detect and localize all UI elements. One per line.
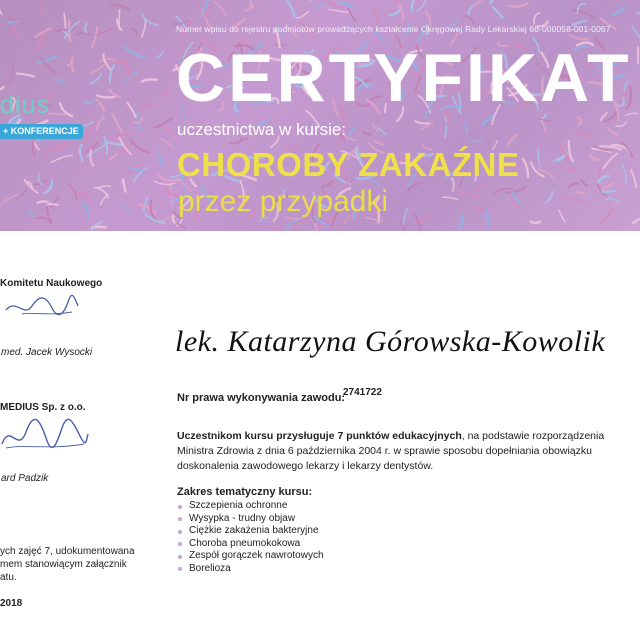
bacterium-squiggle: [131, 140, 148, 152]
bacterium-squiggle: [608, 128, 618, 135]
bacterium-squiggle: [0, 0, 2, 14]
ceo-name: ard Padzik: [1, 473, 49, 484]
medius-logo: dius: [0, 91, 50, 119]
bacterium-squiggle: [632, 25, 640, 41]
bacterium-squiggle: [16, 190, 26, 199]
bacterium-squiggle: [111, 134, 131, 139]
bacterium-squiggle: [329, 10, 349, 13]
bacterium-squiggle: [631, 170, 636, 187]
bacterium-squiggle: [400, 5, 404, 22]
bacterium-squiggle: [469, 6, 473, 14]
certificate-title: CERTYFIKAT: [176, 40, 632, 116]
bacterium-squiggle: [443, 197, 458, 199]
recipient-name: lek. Katarzyna Górowska-Kowolik: [175, 325, 606, 358]
scope-item: Ciężkie zakażenia bakteryjne: [177, 525, 324, 538]
bacterium-squiggle: [270, 227, 286, 231]
bacterium-squiggle: [297, 12, 308, 18]
bacterium-squiggle: [103, 54, 110, 70]
bacterium-squiggle: [96, 100, 103, 111]
bacterium-squiggle: [86, 126, 92, 139]
scope-title: Zakres tematyczny kursu:: [177, 486, 313, 498]
bacterium-squiggle: [578, 117, 581, 125]
course-title-line1: CHOROBY ZAKAŹNE: [177, 146, 520, 183]
bacterium-squiggle: [378, 128, 386, 135]
bacterium-squiggle: [45, 146, 58, 155]
registry-note: Numer wpisu do rejestru podmiotów prowadzących kształcenie Okręgowej Rady Lekarskiej 68-000058-001-0067: [176, 24, 611, 34]
bacterium-squiggle: [142, 20, 146, 37]
bacterium-squiggle: [214, 2, 225, 14]
bacterium-squiggle: [159, 155, 163, 166]
bacterium-squiggle: [38, 56, 57, 62]
committee-signature: [2, 288, 82, 324]
bacterium-squiggle: [569, 35, 587, 39]
certificate-banner: [0, 0, 640, 231]
bacterium-squiggle: [132, 28, 137, 36]
bacterium-squiggle: [164, 126, 175, 135]
bacterium-squiggle: [17, 73, 34, 76]
bacterium-squiggle: [606, 199, 617, 202]
bacterium-squiggle: [77, 33, 91, 36]
bacterium-squiggle: [362, 132, 370, 135]
ceo-signature: [0, 414, 90, 458]
bacterium-squiggle: [91, 65, 104, 74]
bacterium-squiggle: [523, 159, 528, 177]
bacterium-squiggle: [390, 10, 400, 15]
issue-year: 2018: [0, 598, 23, 609]
bacterium-squiggle: [97, 95, 115, 97]
bacterium-squiggle: [633, 219, 640, 223]
bacterium-squiggle: [546, 191, 553, 203]
bacterium-squiggle: [538, 149, 540, 166]
bacterium-squiggle: [57, 80, 65, 85]
bacterium-squiggle: [10, 63, 14, 83]
bacterium-squiggle: [492, 7, 502, 18]
note-line-1: ych zajęć 7, udokumentowana: [0, 546, 135, 557]
bacterium-squiggle: [616, 122, 626, 126]
points-bold: Uczestnikom kursu przysługuje 7 punktów edukacyjnych: [177, 430, 462, 442]
bacterium-squiggle: [566, 198, 587, 205]
bacterium-squiggle: [530, 222, 540, 223]
bacterium-squiggle: [64, 14, 66, 29]
bacterium-squiggle: [464, 123, 467, 134]
bacterium-squiggle: [156, 51, 163, 58]
bacterium-squiggle: [49, 114, 65, 115]
bacterium-squiggle: [602, 191, 614, 192]
bacterium-squiggle: [581, 180, 587, 186]
bacterium-squiggle: [590, 155, 598, 160]
license-number: 2741722: [343, 387, 382, 398]
bacterium-squiggle: [288, 1, 295, 17]
bacterium-squiggle: [403, 208, 407, 226]
bacterium-squiggle: [125, 47, 144, 58]
bacterium-squiggle: [412, 1, 414, 11]
konferencje-badge: + KONFERENCJE: [0, 124, 83, 139]
bacterium-squiggle: [66, 183, 76, 199]
bacterium-squiggle: [491, 0, 501, 3]
bacterium-squiggle: [475, 186, 488, 191]
bacterium-squiggle: [578, 130, 592, 136]
points-statement: [177, 429, 637, 474]
bacterium-squiggle: [486, 211, 488, 230]
bacterium-squiggle: [508, 135, 516, 144]
bacterium-squiggle: [140, 103, 151, 109]
bacterium-squiggle: [602, 210, 613, 223]
bacterium-squiggle: [576, 192, 584, 194]
bacterium-squiggle: [348, 8, 356, 22]
bacterium-squiggle: [559, 210, 565, 222]
license-label: Nr prawa wykonywania zawodu:: [177, 392, 346, 404]
bacterium-squiggle: [372, 9, 377, 22]
bacterium-squiggle: [475, 207, 482, 210]
scope-item: Zespół gorączek nawrotowych: [177, 550, 324, 563]
bacterium-squiggle: [80, 145, 83, 161]
bacterium-squiggle: [44, 180, 52, 193]
bacterium-squiggle: [415, 121, 429, 123]
bacterium-squiggle: [72, 63, 74, 71]
bacterium-squiggle: [162, 139, 174, 149]
bacterium-squiggle: [101, 194, 108, 205]
bacterium-squiggle: [128, 103, 136, 117]
bacterium-squiggle: [569, 141, 573, 161]
bacterium-squiggle: [511, 199, 520, 210]
note-line-2: mem stanowiącym załącznik: [0, 559, 127, 570]
bacterium-squiggle: [509, 3, 528, 6]
bacterium-squiggle: [144, 199, 148, 210]
bacterium-squiggle: [142, 14, 158, 26]
bacterium-squiggle: [534, 13, 540, 24]
bacterium-squiggle: [574, 10, 593, 18]
bacterium-squiggle: [122, 204, 131, 213]
bacterium-squiggle: [565, 168, 575, 170]
bacterium-squiggle: [85, 24, 87, 33]
bacterium-squiggle: [113, 114, 122, 132]
bacterium-squiggle: [613, 7, 625, 14]
bacterium-squiggle: [417, 1, 426, 11]
bacterium-squiggle: [600, 165, 602, 177]
bacterium-squiggle: [0, 195, 17, 205]
bacterium-squiggle: [342, 0, 346, 1]
scope-item: Borelioza: [177, 563, 324, 576]
bacterium-squiggle: [110, 154, 118, 160]
bacterium-squiggle: [465, 16, 474, 23]
bacterium-squiggle: [59, 143, 66, 149]
bacterium-squiggle: [83, 204, 89, 218]
bacterium-squiggle: [109, 61, 126, 64]
note-line-3: atu.: [0, 572, 17, 583]
bacterium-squiggle: [426, 12, 430, 25]
bacterium-squiggle: [123, 180, 125, 192]
scope-item: Szczepienia ochronne: [177, 500, 324, 513]
bacterium-squiggle: [111, 5, 129, 9]
points-rest: , na podstawie rozporządzenia Ministra Zdrowia z dnia 6 października 2004 r. w sprawie sposobu dopełniania obowiązku doskonalenia zawodowego lekarzy i lekarzy dentystów.: [177, 430, 605, 472]
bacterium-squiggle: [445, 116, 447, 137]
bacterium-squiggle: [110, 65, 114, 82]
bacterium-squiggle: [97, 117, 104, 130]
bacterium-squiggle: [622, 164, 626, 183]
bacterium-squiggle: [470, 138, 482, 142]
bacterium-squiggle: [48, 204, 59, 205]
scope-item: Wysypka - trudny objaw: [177, 513, 324, 526]
bacterium-squiggle: [42, 5, 43, 13]
bacterium-squiggle: [374, 141, 383, 145]
committee-chair-name: med. Jacek Wysocki: [1, 347, 93, 358]
bacterium-squiggle: [77, 193, 86, 198]
bacterium-squiggle: [91, 73, 102, 84]
bacterium-squiggle: [603, 153, 617, 168]
committee-label: Komitetu Naukowego: [0, 278, 103, 289]
bacterium-squiggle: [351, 127, 355, 137]
bacterium-squiggle: [603, 183, 615, 191]
bacterium-squiggle: [170, 185, 172, 206]
bacterium-squiggle: [569, 183, 578, 187]
bacterium-squiggle: [246, 0, 254, 9]
bacterium-squiggle: [99, 186, 111, 188]
bacterium-squiggle: [92, 28, 97, 48]
course-title-line2: przez przypadki: [178, 185, 389, 218]
bacterium-squiggle: [84, 100, 93, 103]
certificate-subtitle: uczestnictwa w kursie:: [177, 120, 347, 139]
bacterium-squiggle: [393, 0, 396, 4]
bacterium-squiggle: [28, 211, 34, 216]
bacterium-squiggle: [13, 26, 18, 36]
company-label: MEDIUS Sp. z o.o.: [0, 402, 86, 413]
bacterium-squiggle: [459, 191, 480, 197]
scope-list: [177, 500, 324, 575]
bacterium-squiggle: [164, 92, 171, 96]
scope-item: Choroba pneumokokowa: [177, 538, 324, 551]
bacterium-squiggle: [142, 80, 157, 82]
bacterium-squiggle: [366, 218, 383, 221]
bacterium-squiggle: [52, 155, 73, 162]
bacterium-squiggle: [317, 3, 329, 7]
bacterium-squiggle: [260, 218, 268, 222]
bacterium-squiggle: [459, 215, 462, 229]
